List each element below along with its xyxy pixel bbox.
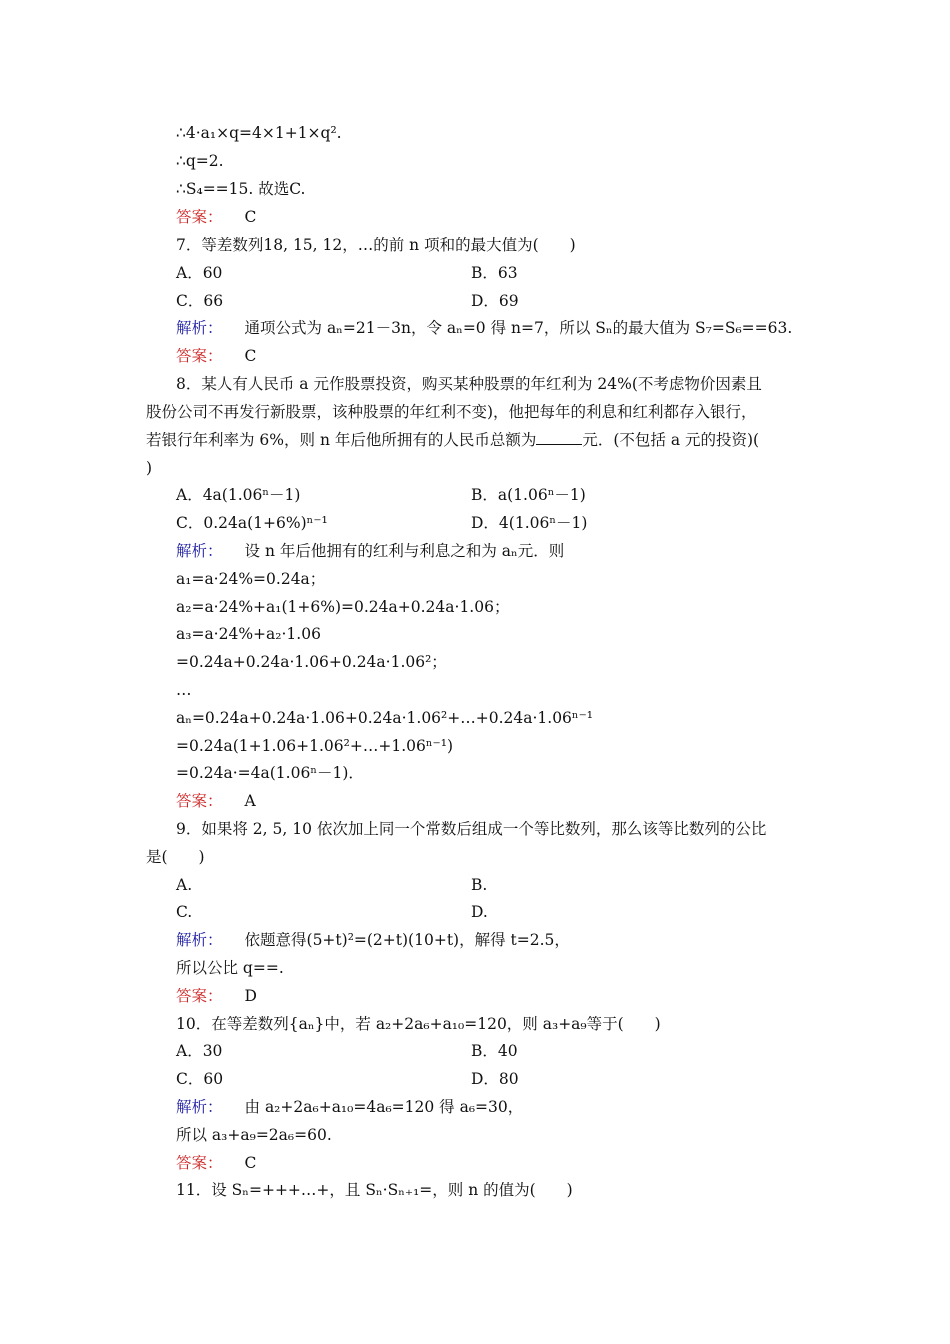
analysis-line: aₙ=0.24a+0.24a·1.06+0.24a·1.06²+…+0.24a·1.06ⁿ⁻¹: [176, 709, 594, 727]
answer-label: 答案：: [176, 347, 223, 365]
option-c: C．0.24a(1+6%)ⁿ⁻¹: [176, 514, 328, 532]
analysis-line: [176, 541, 564, 561]
analysis-label: 解析：: [176, 931, 223, 949]
option-b: B．40: [471, 1042, 518, 1060]
question-7: 7．等差数列18, 15, 12，…的前 n 项和的最大值为( ): [176, 236, 576, 254]
analysis-line: =0.24a+0.24a·1.06+0.24a·1.06²；: [176, 653, 447, 671]
answer-label: 答案：: [176, 792, 223, 810]
question-8-cont: ): [146, 459, 153, 477]
option-a: A.: [176, 876, 193, 894]
answer-label: 答案：: [176, 208, 223, 226]
analysis-line: a₂=a·24%+a₁(1+6%)=0.24a+0.24a·1.06；: [176, 598, 510, 616]
option-b: B．a(1.06ⁿ－1): [471, 486, 586, 504]
question-8-cont: [146, 430, 759, 450]
option-a: A．4a(1.06ⁿ－1): [176, 486, 301, 504]
analysis-text: 由 a₂+2a₆+a₁₀=4a₆=120 得 a₆=30，: [244, 1098, 524, 1116]
question-9: 9．如果将 2, 5, 10 依次加上同一个常数后组成一个等比数列，那么该等比数列的公比: [176, 820, 767, 838]
answer-value: A: [244, 792, 256, 810]
option-d: D．80: [471, 1070, 519, 1088]
analysis-line: =0.24a·=4a(1.06ⁿ－1)．: [176, 764, 364, 782]
analysis-text: 依题意得(5+t)²=(2+t)(10+t)，解得 t=2.5，: [244, 931, 570, 949]
option-d: D．69: [471, 292, 519, 310]
analysis-line: 所以 a₃+a₉=2a₆=60.: [176, 1126, 332, 1144]
analysis-label: 解析：: [176, 1098, 223, 1116]
question-10: 10．在等差数列{aₙ}中，若 a₂+2a₆+a₁₀=120，则 a₃+a₉等于( ): [176, 1015, 661, 1033]
analysis-line: [176, 930, 570, 950]
option-b: B.: [471, 876, 488, 894]
option-d: D.: [471, 903, 488, 921]
question-11: 11．设 Sₙ=+++…+，且 Sₙ·Sₙ₊₁=，则 n 的值为( ): [176, 1181, 573, 1199]
answer-line: [176, 986, 257, 1006]
analysis-line: …: [176, 681, 192, 699]
option-c: C.: [176, 903, 193, 921]
solution-line: ∴4·a₁×q=4×1+1×q².: [176, 124, 342, 142]
answer-line: [176, 791, 256, 811]
analysis-text: 设 n 年后他拥有的红利与利息之和为 aₙ元．则: [244, 542, 565, 560]
answer-line: [176, 346, 256, 366]
option-b: B．63: [471, 264, 518, 282]
option-d: D．4(1.06ⁿ－1): [471, 514, 588, 532]
answer-value: D: [244, 987, 257, 1005]
analysis-line: =0.24a(1+1.06+1.06²+…+1.06ⁿ⁻¹): [176, 737, 453, 755]
question-8-cont: 股份公司不再发行新股票，该种股票的年红利不变)，他把每年的利息和红利都存入银行，: [146, 403, 757, 421]
analysis-label: 解析：: [176, 542, 223, 560]
question-text: 元．(不包括 a 元的投资)(: [582, 431, 760, 449]
answer-value: C: [244, 347, 257, 365]
option-a: A．60: [176, 264, 223, 282]
question-text: 若银行年利率为 6%，则 n 年后他所拥有的人民币总额为: [146, 431, 537, 449]
analysis-label: 解析：: [176, 319, 223, 337]
solution-line: ∴q=2.: [176, 152, 224, 170]
analysis-line: a₁=a·24%=0.24a；: [176, 570, 326, 588]
option-c: C．66: [176, 292, 224, 310]
option-a: A．30: [176, 1042, 223, 1060]
answer-value: C: [244, 208, 257, 226]
analysis-line: a₃=a·24%+a₂·1.06: [176, 625, 321, 643]
answer-line: [176, 1153, 256, 1173]
question-9-cont: 是( ): [146, 848, 205, 866]
answer-label: 答案：: [176, 987, 223, 1005]
answer-line: [176, 207, 256, 227]
analysis-line: 所以公比 q==.: [176, 959, 284, 977]
analysis-text: 通项公式为 aₙ=21－3n，令 aₙ=0 得 n=7，所以 Sₙ的最大值为 S₇=S₆==63.: [244, 319, 793, 337]
question-8: 8．某人有人民币 a 元作股票投资，购买某种股票的年红利为 24%(不考虑物价因素且: [176, 375, 762, 393]
answer-label: 答案：: [176, 1154, 223, 1172]
solution-line: ∴S₄==15. 故选C.: [176, 180, 306, 198]
answer-value: C: [244, 1154, 257, 1172]
analysis-line: [176, 318, 792, 338]
option-c: C．60: [176, 1070, 224, 1088]
answer-blank: [536, 430, 582, 445]
analysis-line: [176, 1097, 523, 1117]
